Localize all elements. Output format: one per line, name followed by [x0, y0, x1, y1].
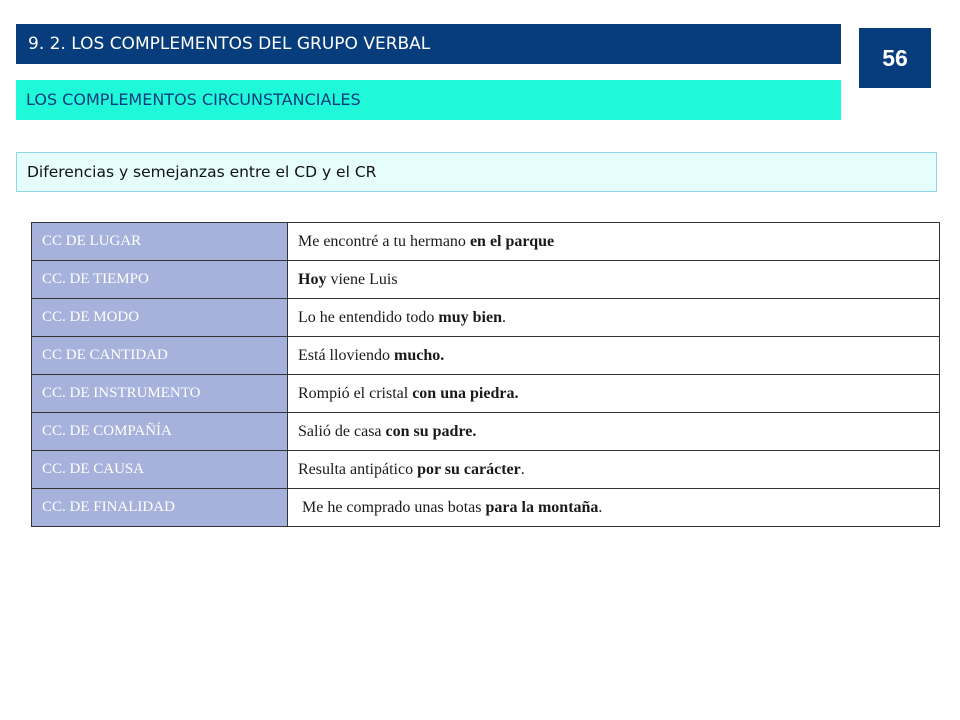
page-number: 56	[882, 45, 908, 71]
section-title: LOS COMPLEMENTOS CIRCUNSTANCIALES	[26, 90, 361, 109]
row-label: CC. DE INSTRUMENTO	[32, 375, 288, 413]
row-example	[288, 489, 940, 527]
example-text: Me encontré a tu hermano	[298, 232, 470, 250]
example-text: Salió de casa	[298, 422, 386, 440]
example-text-end: .	[520, 460, 525, 478]
example-complement: muy bien	[438, 308, 502, 326]
row-example	[288, 337, 940, 375]
chapter-title: 9. 2. LOS COMPLEMENTOS DEL GRUPO VERBAL	[28, 34, 431, 54]
table-row	[32, 413, 940, 451]
example-complement: Hoy	[298, 270, 327, 288]
table-row	[32, 375, 940, 413]
row-example	[288, 299, 940, 337]
example-complement: para la montaña	[485, 498, 599, 516]
row-label: CC DE CANTIDAD	[32, 337, 288, 375]
subtitle-text: Diferencias y semejanzas entre el CD y el CR	[27, 163, 377, 181]
row-example	[288, 223, 940, 261]
row-example	[288, 261, 940, 299]
row-label: CC. DE MODO	[32, 299, 288, 337]
example-complement: mucho.	[393, 346, 445, 364]
row-example	[288, 451, 940, 489]
row-example	[288, 413, 940, 451]
complements-table	[31, 222, 940, 527]
row-label: CC. DE TIEMPO	[32, 261, 288, 299]
page-number-badge	[859, 28, 931, 88]
section-title-bar	[16, 80, 841, 120]
example-text: Rompió el cristal	[298, 384, 413, 402]
table-row	[32, 261, 940, 299]
example-complement: con una piedra.	[412, 384, 519, 402]
example-text: Resulta antipático	[298, 460, 418, 478]
example-text: Lo he entendido todo	[298, 308, 439, 326]
table-row	[32, 451, 940, 489]
row-label: CC. DE CAUSA	[32, 451, 288, 489]
example-text: Está lloviendo	[298, 346, 394, 364]
row-label: CC. DE COMPAÑÍA	[32, 413, 288, 451]
table-row	[32, 299, 940, 337]
row-example	[288, 375, 940, 413]
table-row	[32, 223, 940, 261]
table-row	[32, 489, 940, 527]
example-text: Me he comprado unas botas	[298, 498, 486, 516]
subtitle-box	[16, 152, 937, 192]
example-text-end: viene Luis	[326, 270, 398, 288]
row-label: CC DE LUGAR	[32, 223, 288, 261]
example-complement: por su carácter	[417, 460, 521, 478]
row-label: CC. DE FINALIDAD	[32, 489, 288, 527]
chapter-title-bar	[16, 24, 841, 64]
example-complement: en el parque	[469, 232, 555, 250]
example-text-end: .	[598, 498, 603, 516]
example-complement: con su padre.	[385, 422, 477, 440]
example-text-end: .	[502, 308, 506, 326]
table-row	[32, 337, 940, 375]
